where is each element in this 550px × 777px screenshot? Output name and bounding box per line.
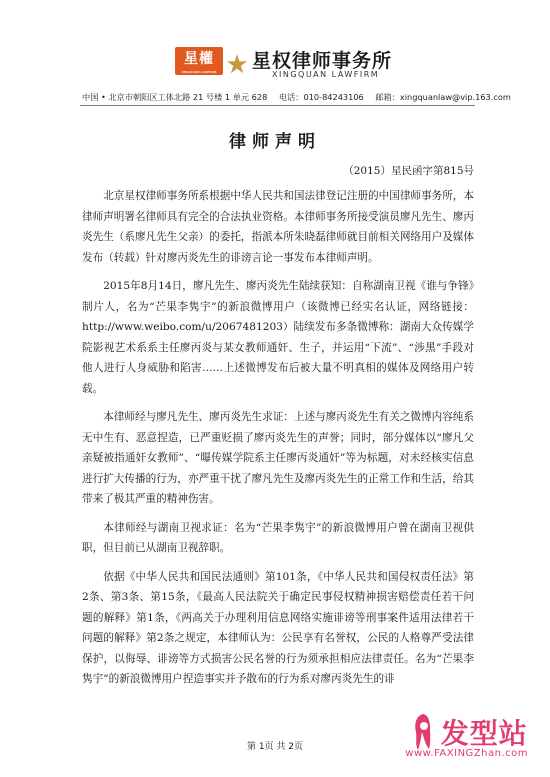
- header-divider: [80, 105, 475, 106]
- hair-silhouette-icon: [412, 712, 434, 752]
- paragraph: 本律师经与湖南卫视求证：名为“芒果李隽宇”的新浪微博用户曾在湖南卫视供职，但目前已从湖南卫视辞职。: [82, 521, 474, 554]
- paragraph: 本律师经与廖凡先生、廖丙炎先生求证：上述与廖丙炎先生有关之微博内容纯系无中生有、恶意捏造，已严重贬损了廖丙炎先生的声誉；同时，部分媒体以“廖凡父亲疑被指通奸女教师”、“曝传媒学院系主任廖丙炎通奸”等为标题，对未经核实信息进行扩大传播的行为，亦严重干扰了廖凡先生及廖丙炎先生的正常工作和生活，给其带来了极其严重的精神伤害。: [82, 411, 474, 505]
- page-indicator: 第 1页 共 2页: [246, 742, 304, 752]
- logo-text: 星權: [184, 51, 214, 67]
- document-title: 律师声明: [229, 132, 321, 152]
- phone: 电话：010-84243106: [278, 92, 364, 102]
- contact-line: [82, 92, 511, 103]
- paragraph: 依据《中华人民共和国民法通则》第101条，《中华人民共和国侵权责任法》第2条、第3条、第15条，《最高人民法院关于确定民事侵权精神损害赔偿责任若干问题的解释》第1条，《两高关于办理利用信息网络实施诽谤等刑事案件适用法律若干问题的解释》第2条之规定，本律师认为：公民享有名誉权，公民的人格尊严受法律保护，以侮辱、诽谤等方式损害公民名誉的行为须承担相应法律责任。名为“芒果李隽宇”的新浪微博用户捏造事实并予散布的行为系对廖丙炎先生的诽: [82, 570, 474, 685]
- document-number: （2015）星民函字第815号: [343, 165, 474, 177]
- address: 中国 • 北京市朝阳区工体北路 21 号楼 1 单元 628: [82, 92, 268, 102]
- firm-name: 星权律师事务所: [252, 50, 393, 72]
- watermark-url: www.FAXINGZhan.com: [405, 748, 528, 759]
- watermark-text: 发型站: [440, 717, 528, 750]
- paragraph: 北京星权律师事务所系根据中华人民共和国法律登记注册的中国律师事务所，本律师声明署名律师具有完全的合法执业资格。本律师事务所接受演员廖凡先生、廖丙炎先生（系廖凡先生父亲）的委托，指派本所朱晓磊律师就目前相关网络用户及媒体发布（转载）针对廖丙炎先生的诽谤言论一事发布本律师声明。: [82, 190, 474, 264]
- email: 邮箱：xingquanlaw@vip.163.com: [375, 92, 511, 102]
- firm-logo: [175, 47, 223, 75]
- star-icon: ★: [225, 50, 249, 80]
- watermark: [405, 712, 534, 759]
- firm-name-en: XINGQUAN LAWFIRM: [272, 70, 380, 79]
- document-body: [82, 186, 474, 698]
- paragraph: 2015年8月14日，廖凡先生、廖丙炎先生陆续获知：自称湖南卫视《谁与争锋》制片人，名为“芒果李隽宇”的新浪微博用户（该微博已经实名认证，网络链接：http://www.weibo.com/u/2067481203）陆续发布多条微博称：湖南大众传媒学院影视艺术系系主任廖丙炎与某女教师通奸、生子，并运用“下流”、“涉黑”手段对他人进行人身威胁和陷害……上述微博发布后被大量不明真相的媒体及网络用户转载。: [82, 280, 474, 395]
- logo-subtext: XINGQUAN LAWFIRM: [181, 70, 217, 74]
